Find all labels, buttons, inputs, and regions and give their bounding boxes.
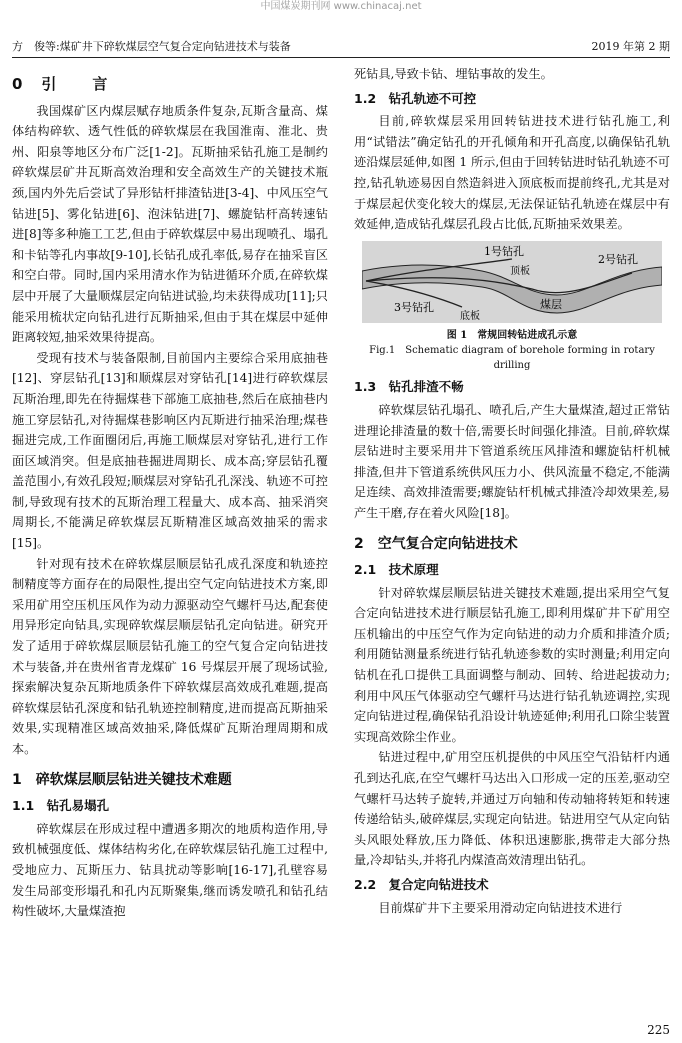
section-0-title: 0 引 言	[12, 75, 110, 93]
paragraph: 目前,碎软煤层采用回转钻进技术进行钻孔施工,利用“试错法”确定钻孔的开孔倾角和开孔高度,以确保钻孔轨迹沿煤层延伸,如图 1 所示,但由于回转钻进时钻孔轨迹不可控,钻孔轨迹易因自然造斜进入顶底板而提前终孔,尤其是对于煤层起伏变化较大的煤层,无法保证钻孔轨迹在煤层中有效延伸,造成钻孔煤层孔段占比低,瓦斯抽采效果差。	[354, 114, 670, 232]
paragraph: 碎软煤层钻孔塌孔、喷孔后,产生大量煤渣,超过正常钻进理论排渣量的数十倍,需要长时间强化排渣。目前,碎软煤层钻进时主要采用井下管道系统压风排渣和螺旋钻杆机械排渣,但井下管道系统供风压力小、供风流量不稳定,不能满足连续、高效排渣需要;螺旋钻杆机械式排渣冷却效果差,易产生干磨,存在着火风险[18]。	[354, 402, 670, 520]
label-floor: 底板	[460, 310, 480, 322]
section-1-3-title: 1.3 钻孔排渣不畅	[354, 379, 464, 395]
paragraph-continued: 死钻具,导致卡钻、埋钻事故的发生。	[354, 67, 553, 81]
section-2-1-title: 2.1 技术原理	[354, 562, 439, 578]
label-hole-3: 3号钻孔	[394, 300, 434, 314]
left-column	[12, 64, 328, 922]
paragraph: 针对碎软煤层顺层钻进关键技术难题,提出采用空气复合定向钻进技术进行顺层钻孔施工,即利用煤矿井下矿用空压机输出的中压空气作为定向钻进的动力介质和排渣介质;利用随钻测量系统进行钻孔轨迹参数的实时测量;利用定向钻机在孔口提供工具面调整与制动、回转、给进起拔动力;利用中风压气体驱动空气螺杆马达进行钻孔轨迹调控,实现定向钻进过程,确保钻孔沿设计轨迹延伸;利用孔口除尘装置实现高效除尘作业。	[354, 585, 670, 744]
section-2-title: 2 空气复合定向钻进技术	[354, 535, 518, 552]
figure-1	[354, 241, 670, 374]
paragraph: 我国煤矿区内煤层赋存地质条件复杂,瓦斯含量高、煤体结构碎软、透气性低的碎软煤层在我国淮南、淮北、贵州、阳泉等地区分布广泛[1-2]。瓦斯抽采钻孔施工是制约碎软煤层矿井瓦斯高效治理和安全高效生产的关键技术瓶颈,国内外先后尝试了异形钻杆排渣钻进[3-4]、中风压空气钻进[5]、雾化钻进[6]、泡沫钻进[7]、螺旋钻杆高转速钻进[8]等多种施工工艺,但由于碎软煤层中易出现喷孔、塌孔和卡钻等孔内事故[9-10],长钻孔成孔率低,易存在抽采盲区和空白带。同时,国内采用清水作为钻进循环介质,在碎软煤层中开展了大量顺煤层定向钻进试验,均未获得成功[11];只能采用梳状定向钻孔进行瓦斯抽采,但由于其在煤层中延伸距离较短,抽采效果待提高。	[12, 103, 328, 345]
running-header	[12, 38, 670, 56]
borehole-diagram	[362, 241, 662, 323]
label-seam: 煤层	[540, 297, 562, 311]
section-1-2-title: 1.2 钻孔轨迹不可控	[354, 90, 477, 106]
page-number: 225	[647, 1023, 670, 1037]
header-rule	[12, 57, 670, 58]
paragraph: 碎软煤层在形成过程中遭遇多期次的地质构造作用,导致机械强度低、煤体结构劣化,在碎软煤层钻孔施工过程中,受地应力、瓦斯压力、钻具扰动等影响[16-17],孔壁容易发生局部变形塌孔和孔内瓦斯聚集,继而诱发喷孔和钻孔结构性破坏,大量煤渣抱	[12, 821, 328, 919]
right-column	[354, 64, 670, 918]
header-issue: 2019 年第 2 期	[591, 40, 670, 53]
section-2-2-title: 2.2 复合定向钻进技术	[354, 877, 489, 892]
paragraph: 针对现有技术在碎软煤层顺层钻孔成孔深度和轨迹控制精度等方面存在的局限性,提出空气定向钻进技术方案,即采用矿用空压机压风作为动力源驱动空气螺杆马达,配套使用异形定向钻具,实现碎软煤层顺层钻孔定向钻进。研究开发了适用于碎软煤层顺层钻孔施工的空气复合定向钻进技术与装备,并在贵州省青龙煤矿 16 号煤层开展了现场试验,探索解决复杂瓦斯地质条件下碎软煤层高效成孔难题,提高碎软煤层钻孔深度和钻孔轨迹控制精度,进而提高瓦斯抽采效果,实现精准区域高效抽采,降低煤矿瓦斯治理周期和成本。	[12, 556, 328, 756]
paragraph: 受现有技术与装备限制,目前国内主要综合采用底抽巷[12]、穿层钻孔[13]和顺煤层对穿钻孔[14]进行碎软煤层瓦斯治理,即先在待掘煤巷下部施工底抽巷,然后在底抽巷内施工穿层钻孔,对待掘煤巷影响区内瓦斯进行抽采治理;煤巷掘进完成,工作面圈闭后,再施工顺煤层对穿钻孔,进行工作面区域消突。但是底抽巷掘进周期长、成本高;穿层钻孔覆盖范围小,有效孔段短;顺煤层对穿钻孔孔深浅、轨迹不可控制,导致现有技术的瓦斯治理工程量大、成本高、抽采消突周期长,不能满足碎软煤层瓦斯精准区域高效抽采的需求[15]。	[12, 350, 328, 551]
section-1-title: 1 碎软煤层顺层钻进关键技术难题	[12, 771, 232, 788]
watermark: 中国煤炭期刊网 www.chinacaj.net	[260, 1, 422, 12]
label-hole-2: 2号钻孔	[598, 252, 638, 266]
figure-1-caption-en: Fig.1 Schematic diagram of borehole forming in rotary drilling	[369, 345, 655, 372]
label-hole-1: 1号钻孔	[484, 244, 524, 258]
figure-1-caption-cn: 图 1 常规回转钻进成孔示意	[446, 330, 578, 342]
section-1-1-title: 1.1 钻孔易塌孔	[12, 798, 110, 814]
paragraph: 目前煤矿井下主要采用滑动定向钻进技术进行	[378, 900, 623, 915]
paragraph: 钻进过程中,矿用空压机提供的中风压空气沿钻杆内通孔到达孔底,在空气螺杆马达出入口形成一定的压差,驱动空气螺杆马达转子旋转,并通过万向轴和传动轴将转矩和转速传递给钻头,破碎煤层,实现定向钻进。钻进用空气从定向钻头风眼处释放,压力降低、体积迅速膨胀,携带走大部分热量,冷却钻头,并将孔内煤渣高效清理出钻孔。	[354, 750, 670, 868]
label-roof: 顶板	[510, 265, 530, 277]
header-title: 方 俊等:煤矿井下碎软煤层空气复合定向钻进技术与装备	[12, 40, 291, 53]
